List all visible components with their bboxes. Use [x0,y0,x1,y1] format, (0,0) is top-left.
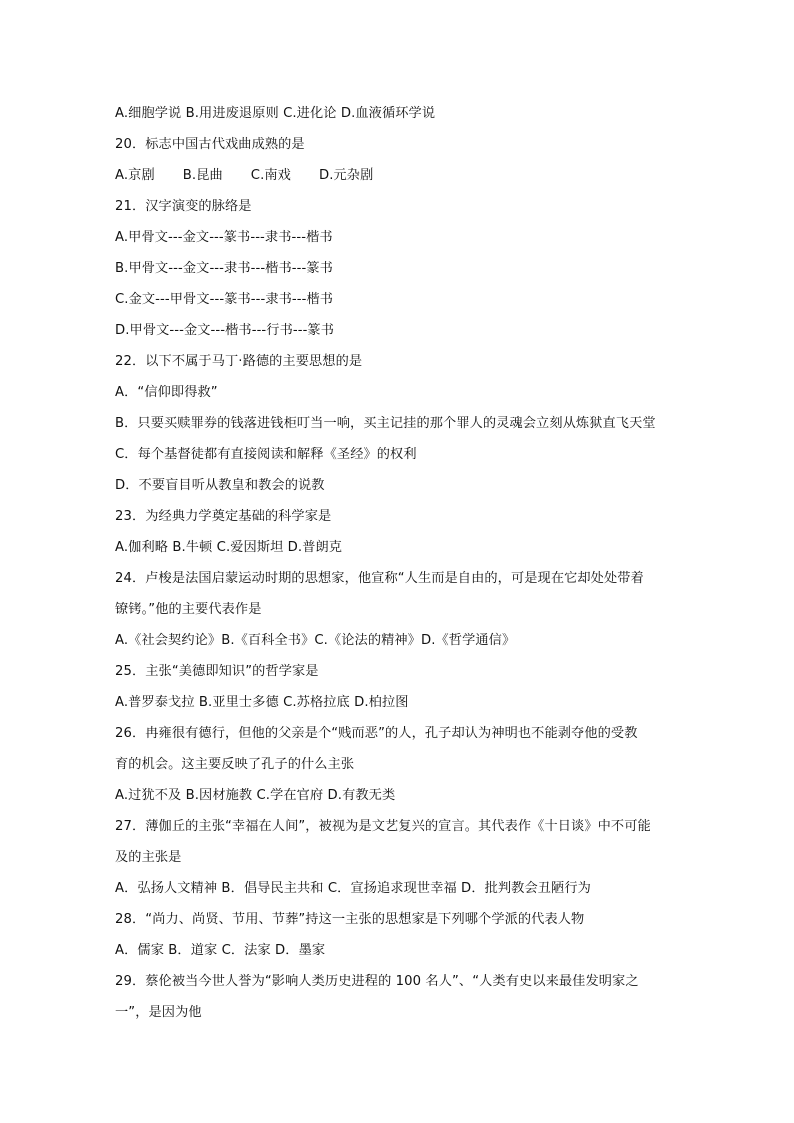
q22-option-a: A．“信仰即得救” [115,385,218,400]
q27-stem-line1: 27．薄伽丘的主张“幸福在人间”，被视为是文艺复兴的宣言。其代表作《十日谈》中不可能 [115,819,651,834]
q20-option-b: B.昆曲 [182,168,223,183]
q26-options: A.过犹不及 B.因材施教 C.学在官府 D.有教无类 [115,788,396,803]
q21-option-b: B.甲骨文---金文---隶书---楷书---篆书 [115,261,333,276]
q29-stem-line1: 29．蔡伦被当今世人誉为“影响人类历史进程的 100 名人”、“人类有史以来最佳发明家之 [115,974,639,989]
q22-option-b: B．只要买赎罪券的钱落进钱柜叮当一响，买主记挂的那个罪人的灵魂会立刻从炼狱直飞天堂 [115,416,656,431]
q21-option-d: D.甲骨文---金文---楷书---行书---篆书 [115,323,335,338]
q20-options [115,160,685,191]
q22-option-d: D．不要盲目听从教皇和教会的说教 [115,478,325,493]
q26-stem-line2: 育的机会。这主要反映了孔子的什么主张 [115,757,355,772]
document-page [115,98,685,1028]
q24-stem-line1: 24．卢梭是法国启蒙运动时期的思想家，他宣称“人生而是自由的，可是现在它却处处带着 [115,571,644,586]
q20-stem: 20．标志中国古代戏曲成熟的是 [115,137,305,152]
q27-options: A．弘扬人文精神 B．倡导民主共和 C．宣扬追求现世幸福 D．批判教会丑陋行为 [115,881,591,896]
q25-stem: 25．主张“美德即知识”的哲学家是 [115,664,319,679]
q26-stem-line1: 26．冉雍很有德行，但他的父亲是个“贱而恶”的人，孔子却认为神明也不能剥夺他的受教 [115,726,638,741]
q22-option-c: C．每个基督徒都有直接阅读和解释《圣经》的权利 [115,447,417,462]
q19-options: A.细胞学说 B.用进废退原则 C.进化论 D.血液循环学说 [115,106,436,121]
q21-option-c: C.金文---甲骨文---篆书---隶书---楷书 [115,292,334,307]
q28-stem: 28．“尚力、尚贤、节用、节葬”持这一主张的思想家是下列哪个学派的代表人物 [115,912,585,927]
q23-stem: 23．为经典力学奠定基础的科学家是 [115,509,332,524]
q28-options: A．儒家 B．道家 C．法家 D．墨家 [115,943,326,958]
q27-stem-line2: 及的主张是 [115,850,182,865]
q22-stem: 22．以下不属于马丁·路德的主要思想的是 [115,354,363,369]
q21-option-a: A.甲骨文---金文---篆书---隶书---楷书 [115,230,333,245]
q29-stem-line2: 一”，是因为他 [115,1005,202,1020]
q23-options: A.伽利略 B.牛顿 C.爱因斯坦 D.普朗克 [115,540,343,555]
q20-option-d: D.元杂剧 [318,168,374,183]
q25-options: A.普罗泰戈拉 B.亚里士多德 C.苏格拉底 D.柏拉图 [115,695,409,710]
q21-stem: 21．汉字演变的脉络是 [115,199,252,214]
q24-options: A.《社会契约论》B.《百科全书》C.《论法的精神》D.《哲学通信》 [115,633,516,648]
q24-stem-line2: 镣铐。”他的主要代表作是 [115,602,262,617]
q20-option-c: C.南戏 [250,168,291,183]
q20-option-a: A.京剧 [115,168,155,183]
